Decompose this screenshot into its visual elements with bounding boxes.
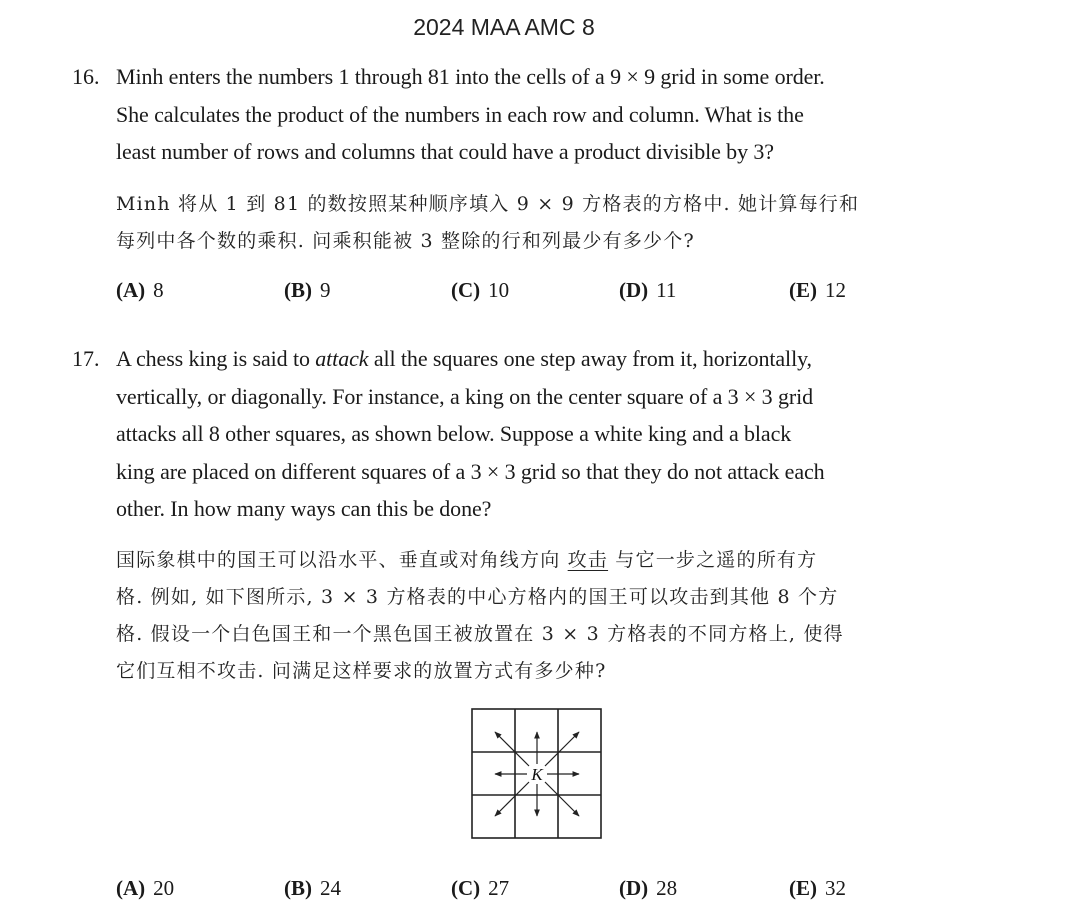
text-segment: A chess king is said to	[116, 346, 316, 371]
choice-label: (B)	[284, 278, 312, 302]
choice-d	[619, 278, 676, 303]
text-line: Minh 将从 1 到 81 的数按照某种顺序填入 9 × 9 方格表的方格中. 她计算每行和	[116, 193, 860, 215]
problem-text-en	[116, 58, 966, 171]
choice-value: 28	[656, 876, 678, 900]
text-line	[116, 542, 976, 579]
choice-label: (C)	[451, 278, 481, 302]
choice-b	[284, 876, 341, 901]
answer-choices	[116, 876, 976, 906]
problem-text-en	[116, 340, 966, 528]
choice-value: 20	[153, 876, 175, 900]
choice-value: 11	[656, 278, 677, 302]
text-line: 每列中各个数的乘积. 问乘积能被 3 整除的行和列最少有多少个?	[116, 230, 695, 252]
choice-label: (A)	[116, 278, 146, 302]
choice-label: (C)	[451, 876, 481, 900]
choice-label: (E)	[789, 876, 817, 900]
king-attack-figure	[471, 708, 603, 840]
text-segment: 国际象棋中的国王可以沿水平、垂直或对角线方向	[116, 549, 568, 571]
problem-text-cn	[116, 542, 976, 690]
choice-label: (A)	[116, 876, 146, 900]
choice-a	[116, 876, 174, 901]
problem-number: 16.	[72, 64, 100, 89]
underlined-attack: 攻击	[567, 549, 609, 571]
choice-value: 8	[153, 278, 164, 302]
choice-e	[789, 278, 846, 303]
choice-label: (B)	[284, 876, 312, 900]
problem-number: 17.	[72, 346, 100, 371]
king-label: K	[531, 765, 543, 784]
choice-c	[451, 278, 509, 303]
choice-value: 24	[320, 876, 341, 900]
page-header: 2024 MAA AMC 8	[413, 14, 595, 40]
choice-a	[116, 278, 164, 303]
text-line: Minh enters the numbers 1 through 81 into the cells of a 9 × 9 grid in some order.	[116, 64, 825, 89]
emphasis-attack: attack	[315, 346, 369, 371]
choice-value: 32	[825, 876, 846, 900]
answer-choices	[116, 278, 976, 308]
choice-d	[619, 876, 677, 901]
text-segment: all the squares one step away from it, horizontally,	[368, 346, 812, 371]
text-line: other. In how many ways can this be done?	[116, 496, 492, 521]
text-line: 它们互相不攻击. 问满足这样要求的放置方式有多少种?	[116, 660, 607, 682]
text-segment: 与它一步之遥的所有方	[608, 549, 818, 571]
choice-value: 12	[825, 278, 846, 302]
choice-value: 10	[488, 278, 510, 302]
text-line: vertically, or diagonally. For instance, a king on the center square of a 3 × 3 grid	[116, 383, 813, 409]
text-line: 格. 假设一个白色国王和一个黑色国王被放置在 3 × 3 方格表的不同方格上, 使得	[116, 623, 844, 645]
text-line: She calculates the product of the numbers in each row and column. What is the	[116, 101, 804, 127]
text-line: king are placed on different squares of a 3 × 3 grid so that they do not attack each	[116, 458, 825, 484]
choice-e	[789, 876, 846, 901]
text-line	[116, 340, 966, 378]
choice-value: 27	[488, 876, 510, 900]
text-line: 格. 例如, 如下图所示, 3 × 3 方格表的中心方格内的国王可以攻击到其他 8 个方	[116, 586, 839, 608]
text-line: attacks all 8 other squares, as shown below. Suppose a white king and a black	[116, 421, 792, 446]
choice-label: (D)	[619, 876, 649, 900]
choice-b	[284, 278, 331, 303]
problem-text-cn	[116, 186, 976, 260]
choice-label: (E)	[789, 278, 817, 302]
choice-label: (D)	[619, 278, 649, 302]
text-line: least number of rows and columns that could have a product divisible by 3?	[116, 139, 774, 164]
choice-value: 9	[320, 278, 331, 302]
choice-c	[451, 876, 509, 901]
